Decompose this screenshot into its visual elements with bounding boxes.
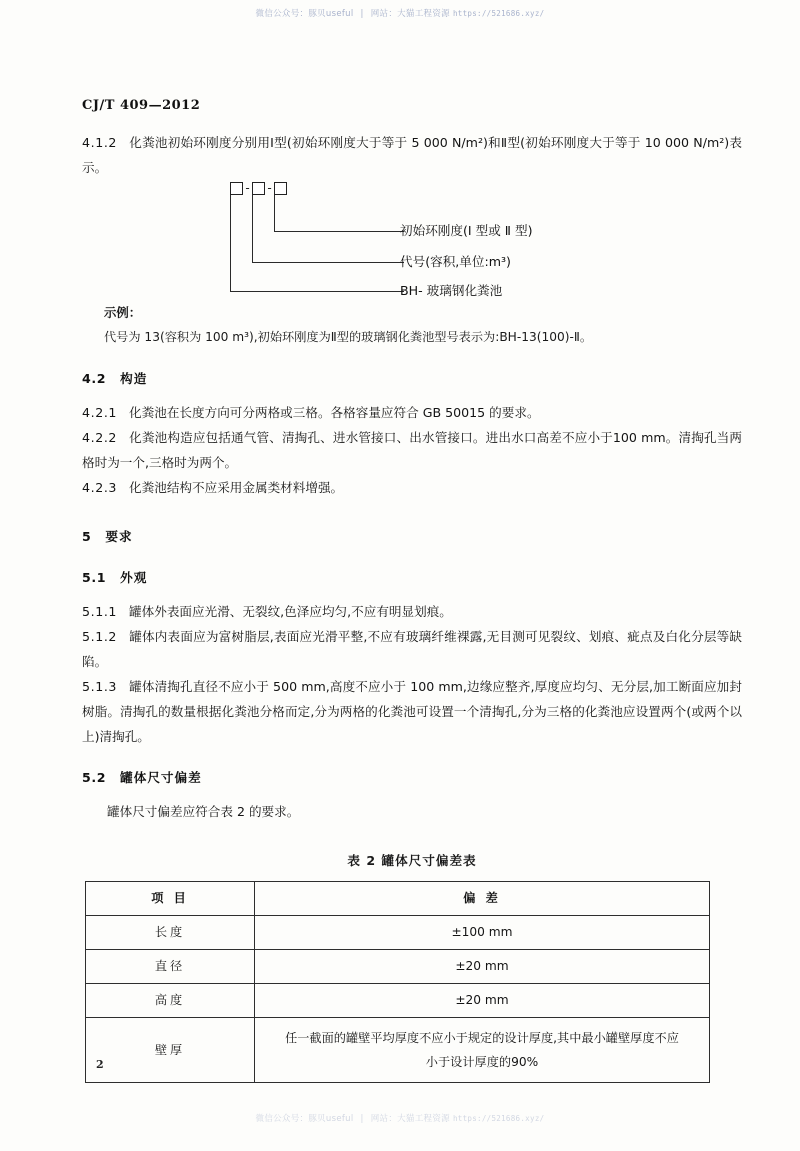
clause-4-2-3 (82, 475, 742, 500)
clause-5-1-2-text: 罐体内表面应为富树脂层,表面应光滑平整,不应有玻璃纤维裸露,无目测可见裂纹、划痕、疵点及白化分层等缺陷。 (82, 629, 742, 669)
designation-separator-1: - (245, 181, 250, 195)
table-cell-item-height: 高度 (86, 984, 255, 1018)
example-block (104, 300, 742, 350)
clause-5-2-body-text: 罐体尺寸偏差应符合表 2 的要求。 (107, 804, 300, 819)
clause-5-1-3 (82, 674, 742, 749)
watermark-separator: | (360, 9, 364, 19)
watermark-bottom-wechat: 微信公众号：豚贝useful (255, 1114, 354, 1124)
clause-4-1-2-number: 4.1.2 (82, 135, 118, 150)
clause-5-1-3-number: 5.1.3 (82, 679, 118, 694)
clause-4-2-2-number: 4.2.2 (82, 430, 118, 445)
page-number: 2 (96, 1058, 104, 1071)
designation-box-row (230, 182, 287, 195)
table-row (86, 916, 710, 950)
table-header-deviation: 偏 差 (255, 882, 710, 916)
label-product: BH- 玻璃钢化粪池 (400, 283, 503, 298)
clause-5-1-1 (82, 599, 742, 624)
watermark-bottom (0, 1112, 800, 1124)
table-cell-deviation-height: ±20 mm (255, 984, 710, 1018)
clause-5-1-1-number: 5.1.1 (82, 604, 118, 619)
clause-4-2-3-text: 化粪池结构不应采用金属类材料增强。 (129, 480, 344, 495)
heading-4-2-number: 4.2 (82, 371, 107, 386)
heading-5-2-number: 5.2 (82, 770, 107, 785)
clause-4-2-3-number: 4.2.3 (82, 480, 118, 495)
watermark-bottom-separator: | (360, 1114, 364, 1124)
heading-5-1-title: 外观 (120, 570, 148, 585)
label-code: 代号(容积,单位:m³) (400, 254, 511, 269)
clause-4-2-1-text: 化粪池在长度方向可分两格或三格。各格容量应符合 GB 50015 的要求。 (129, 405, 540, 420)
clause-4-1-2 (82, 130, 742, 180)
watermark-bottom-url: https://521686.xyz/ (452, 1114, 545, 1123)
designation-box-1 (230, 182, 243, 195)
designation-box-3 (274, 182, 287, 195)
heading-5-1 (82, 565, 742, 590)
watermark-site: 网站：大猫工程资源 (370, 9, 450, 19)
heading-5-2 (82, 765, 742, 790)
table-header-row (86, 882, 710, 916)
document-content (82, 130, 742, 1083)
watermark-bottom-site: 网站：大猫工程资源 (370, 1114, 450, 1124)
table-row (86, 1018, 710, 1083)
table-cell-item-length: 长度 (86, 916, 255, 950)
clause-5-1-2-number: 5.1.2 (82, 629, 118, 644)
clause-4-2-1-number: 4.2.1 (82, 405, 118, 420)
standard-code-header: CJ/T 409—2012 (82, 98, 201, 113)
clause-5-1-3-text: 罐体清掏孔直径不应小于 500 mm,高度不应小于 100 mm,边缘应整齐,厚度应均匀、无分层,加工断面应加封树脂。清掏孔的数量根据化粪池分格而定,分为两格的化粪池可设置一个清掏孔,分为三格的化粪池应设置两个(或两个以上)清掏孔。 (82, 679, 742, 744)
heading-5-number: 5 (82, 529, 92, 544)
table-cell-item-diameter: 直径 (86, 950, 255, 984)
label-ring-stiffness: 初始环刚度(Ⅰ 型或 Ⅱ 型) (400, 223, 533, 238)
example-text: 代号为 13(容积为 100 m³),初始环刚度为Ⅱ型的玻璃钢化粪池型号表示为:BH-13(100)-Ⅱ。 (104, 330, 593, 344)
heading-5-2-title: 罐体尺寸偏差 (120, 770, 202, 785)
heading-5-title: 要求 (105, 529, 133, 544)
designation-separator-2: - (267, 181, 272, 195)
designation-diagram (82, 182, 742, 300)
table-cell-item-wall-thickness: 壁厚 (86, 1018, 255, 1083)
table-2-caption: 表 2 罐体尺寸偏差表 (347, 853, 477, 868)
watermark-wechat: 微信公众号：豚贝useful (255, 9, 354, 19)
watermark-top (0, 7, 800, 19)
table-cell-deviation-wall-thickness: 任一截面的罐壁平均厚度不应小于规定的设计厚度,其中最小罐壁厚度不应小于设计厚度的90% (255, 1018, 710, 1083)
table-row (86, 984, 710, 1018)
clause-4-2-1 (82, 400, 742, 425)
clause-5-1-1-text: 罐体外表面应光滑、无裂纹,色泽应均匀,不应有明显划痕。 (129, 604, 452, 619)
leader-line-product (230, 195, 404, 292)
heading-4-2 (82, 366, 742, 391)
heading-5-1-number: 5.1 (82, 570, 107, 585)
clause-5-2-body (82, 799, 742, 824)
watermark-url: https://521686.xyz/ (452, 9, 545, 18)
table-row (86, 950, 710, 984)
heading-5 (82, 524, 742, 549)
designation-box-2 (252, 182, 265, 195)
table-cell-deviation-length: ±100 mm (255, 916, 710, 950)
deviation-table (85, 881, 710, 1083)
clause-4-2-2-text: 化粪池构造应包括通气管、清掏孔、进水管接口、出水管接口。进出水口高差不应小于100 mm。清掏孔当两格时为一个,三格时为两个。 (82, 430, 742, 470)
clause-4-1-2-text: 化粪池初始环刚度分别用Ⅰ型(初始环刚度大于等于 5 000 N/m²)和Ⅱ型(初始环刚度大于等于 10 000 N/m²)表示。 (82, 135, 742, 175)
clause-4-2-2 (82, 425, 742, 475)
table-cell-deviation-diameter: ±20 mm (255, 950, 710, 984)
clause-5-1-2 (82, 624, 742, 674)
example-title: 示例： (104, 305, 142, 320)
heading-4-2-title: 构造 (120, 371, 148, 386)
table-header-item: 项 目 (86, 882, 255, 916)
